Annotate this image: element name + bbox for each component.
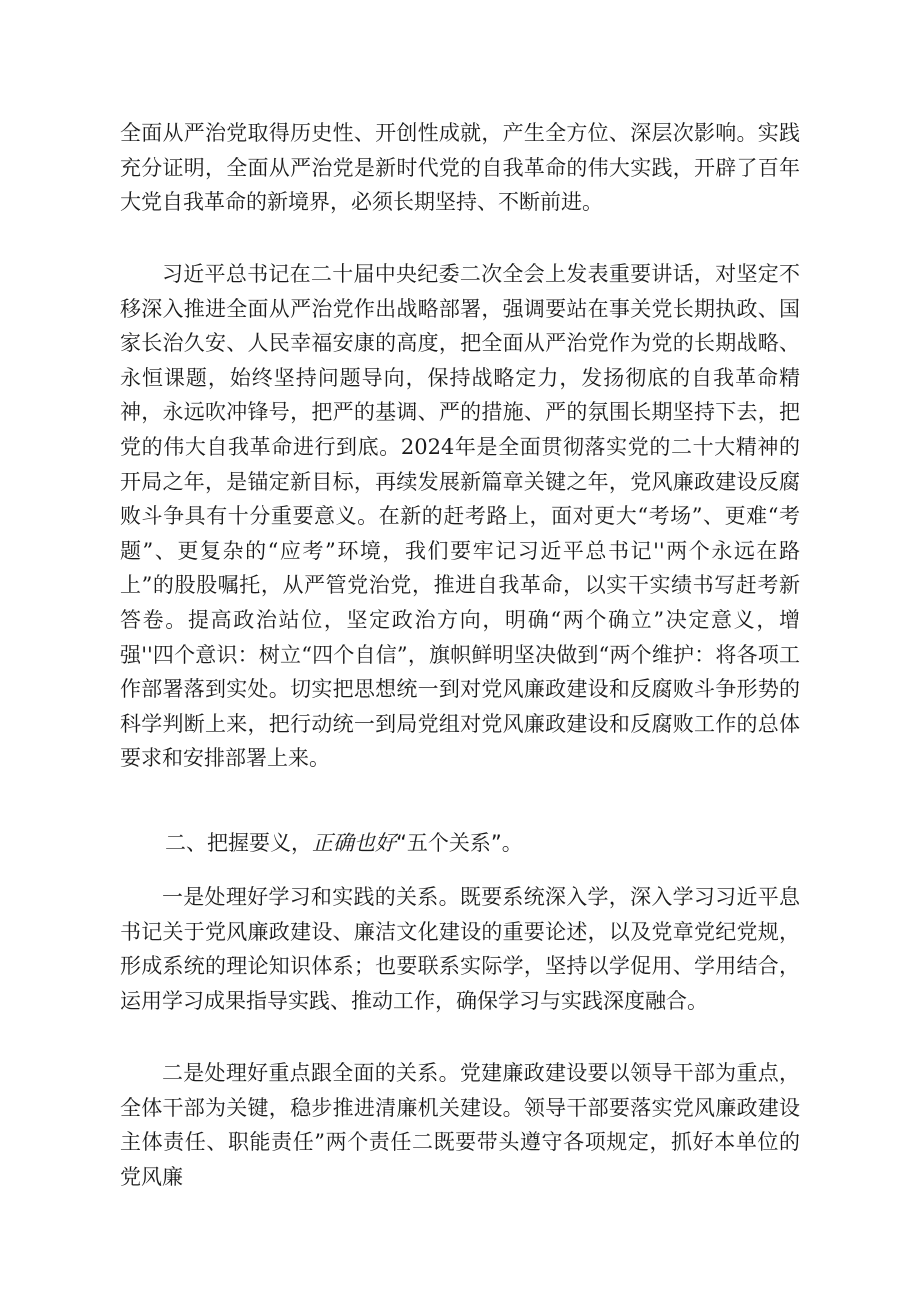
heading-emphasis: 正确也好 [312,831,396,855]
paragraph: 二是处理好重点跟全面的关系。党建廉政建设要以领导干部为重点，全体干部为关键，稳步推进清廉机关建设。领导干部要落实党风廉政建设主体责任、职能责任”两个责任二既要带头遵守各项规定，抓好本单位的党风廉 [120,1061,800,1189]
section-heading [165,826,523,860]
heading-prefix: 二、把握要义， [165,831,312,855]
paragraph: 一是处理好学习和实践的关系。既要系统深入学，深入学习习近平息书记关于党风廉政建设、廉洁文化建设的重要论述，以及党章党纪党规，形成系统的理论知识体系；也要联系实际学，坚持以学促用、学用结合，运用学习成果指导实践、推动工作，确保学习与实践深度融合。 [120,885,800,1013]
paragraph: 习近平总书记在二十届中央纪委二次全会上发表重要讲话，对坚定不移深入推进全面从严治党作出战略部署，强调要站在事关党长期执政、国家长治久安、人民幸福安康的高度，把全面从严治党作为党的长期战略、永恒课题，始终坚持问题导向，保持战略定力，发扬彻底的自我革命精神，永远吹冲锋号，把严的基调、严的措施、严的氛围长期坚持下去，把党的伟大自我革命进行到底。2024年是全面贯彻落实党的二十大精神的开局之年，是锚定新目标，再续发展新篇章关键之年，党风廉政建设反腐败斗争具有十分重要意义。在新的赶考路上，面对更大“考场”、更难“考题”、更复杂的“应考”环境，我们要牢记习近平总书记''两个永远在路上”的股股嘱托，从严管党治党，推进自我革命，以实干实绩书写赶考新答卷。提高政治站位，坚定政治方向，明确“两个确立”决定意义，增强''四个意识：树立“四个自信”，旗帜鲜明坚决做到“两个维护：将各项工作部署落到实处。切实把思想统一到对党风廉政建设和反腐败斗争形势的科学判断上来，把行动统一到局党组对党风廉政建设和反腐败工作的总体要求和安排部署上来。 [120,262,800,771]
heading-suffix: “五个关系”。 [396,831,523,855]
paragraph: 全面从严治党取得历史性、开创性成就，产生全方位、深层次影响。实践充分证明，全面从严治党是新时代党的自我革命的伟大实践，开辟了百年大党自我革命的新境界，必须长期坚持、不断前进。 [120,121,800,215]
